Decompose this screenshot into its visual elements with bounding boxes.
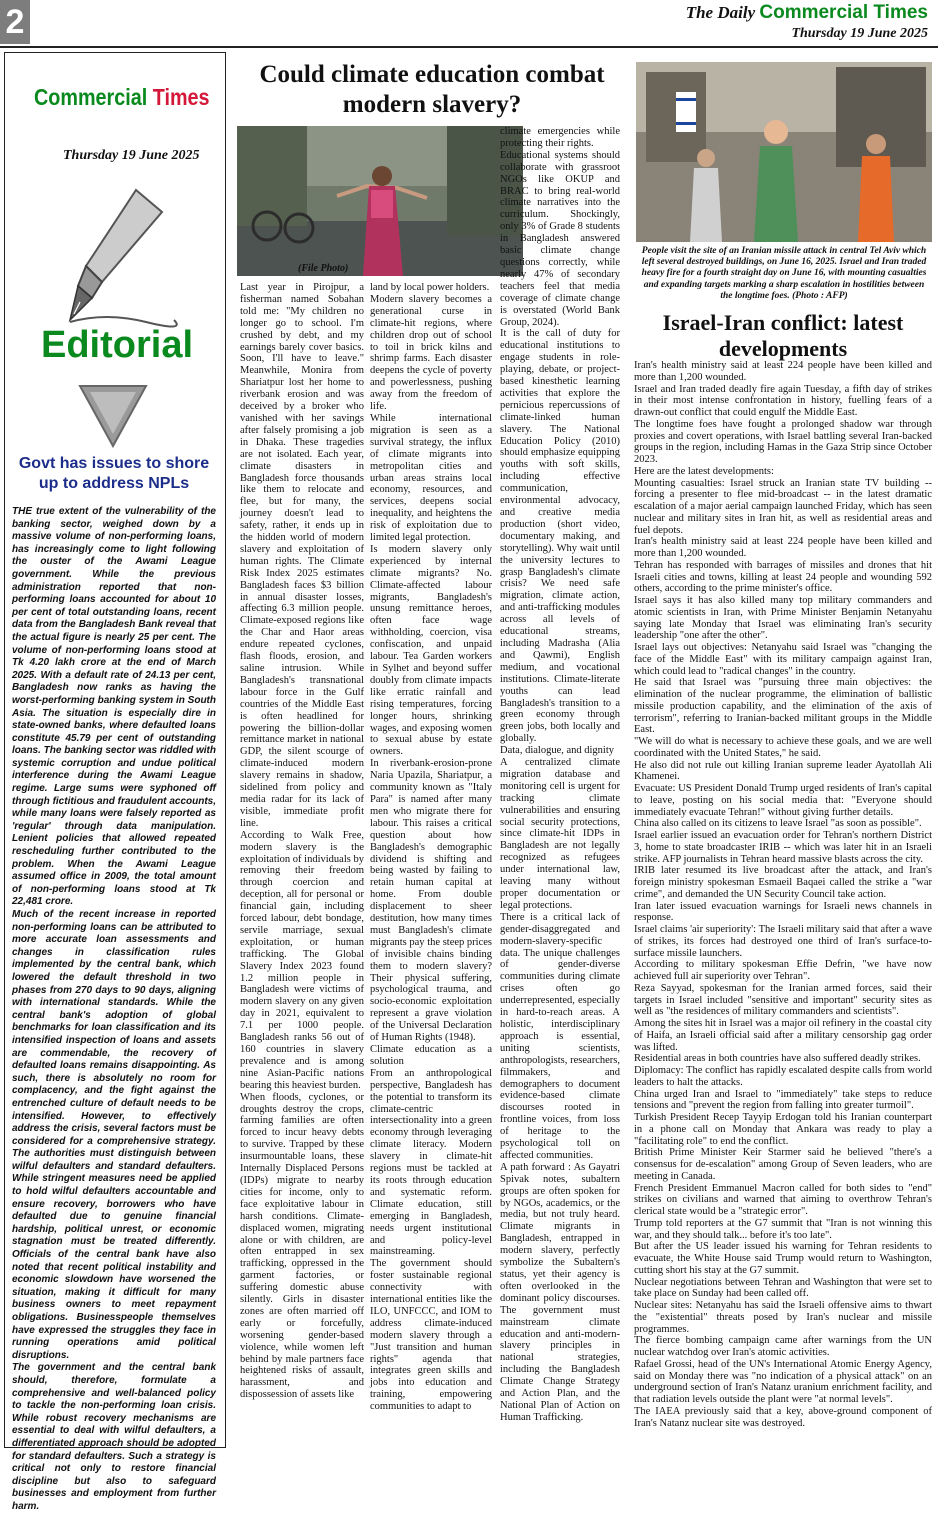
israel-paragraph: Iran's health ministry said at least 224 people have been killed and more than 1,200 wounded. xyxy=(634,360,932,383)
israel-paragraph: The IAEA previously said that a key, above-ground component of Iran's Natanz nuclear site was destroyed. xyxy=(634,1405,932,1429)
israel-paragraph: Mounting casualties: Israel struck an Iranian state TV building -- forcing a presenter to flee mid-broadcast -- in the latest dramatic escalation of a major aerial campaign launched Friday, which has seen nuclear and military sites in Iran hit, as well as residential areas and fuel depots. xyxy=(634,477,932,536)
israel-paragraph: Israel and Iran traded deadly fire again Tuesday, a fifth day of strikes in their most intense confrontation in history, fuelling fears of a drawn-out conflict that could engulf the Middle East. xyxy=(634,383,932,418)
masthead-name: Commercial Times xyxy=(759,2,928,23)
israel-paragraph: British Prime Minister Keir Starmer said he believed "there's a consensus for de-escalation" among Group of Seven leaders, who are meeting in Canada. xyxy=(634,1147,932,1182)
climate-paragraph: climate emergencies while protecting their rights. xyxy=(500,126,620,149)
climate-paragraph: A centralized climate migration database and monitoring cell is urgent for tracking climate vulnerabilities and ensuring social security protections, since climate-hit IDPs in Bangladesh are not legally recognized as refugees under international law, leaving many without proper documentation or legal protections. xyxy=(500,757,620,911)
israel-paragraph: He said that Israel was "pursuing three main objectives: the elimination of the nuclear programme, the elimination of ballistic missile production capability, and the elimination of the axis of terrorism", referring to Iranian-backed militant groups in the Middle East. xyxy=(634,677,932,736)
israel-paragraph: He also did not rule out killing Iranian supreme leader Ayatollah Ali Khamenei. xyxy=(634,759,932,783)
climate-paragraph: There is a critical lack of gender-disaggregated and modern-slavery-specific data. The unique challenges of gender-diverse communities during climate crises often go underrepresented, especially in hard-to-reach areas. A holistic, interdisciplinary approach is essential, uniting scientists, anthropologists, researchers, filmmakers, and demographers to document evidence-based climate discourses rooted in frontline voices, from loss of heritage to the psychological toll on affected communities. xyxy=(500,911,620,1161)
masthead-prefix: The Daily xyxy=(685,3,756,22)
climate-paragraph: While international migration is seen as a survival strategy, the influx of climate migrants into metropolitan cities and urban areas strains local economy, resources, and services, deepens social inequality, and heightens the risk of exploitation due to limited legal protection. xyxy=(370,412,492,544)
climate-paragraph: A path forward : As Gayatri Spivak notes, subaltern groups are often spoken for by NGOs, academics, or the media, but not truly heard. Climate migrants in Bangladesh, entrapped in modern slavery, perfectly symbolize the Subaltern's status, yet their agency is often overlooked in the dominant policy discourses. The government must mainstream climate education and anti-modern-slavery principles in national strategies, including the Bangladesh Climate Change Strategy and Action Plan, and the National Plan of Action on Human Trafficking. xyxy=(500,1161,620,1423)
down-arrow-icon xyxy=(78,384,148,448)
climate-paragraph: When floods, cyclones, or droughts destroy the crops, farming families are often forced to incur heavy debts to survive. Trapped by these insurmountable loans, these Internally Displaced Persons (IDPs) migrate to nearby cities for income, only to face exploitative labour in harsh conditions. Climate-displaced women, migrating alone or with children, are often entrapped in sex trafficking, oppressed in the garment factories, or suffering domestic abuse silently. Girls in disaster zones are often married off early or forcefully, worsening gender-based violence, while women left behind by male partners face heightened risks of assault, harassment, and dispossession of assets like xyxy=(240,1091,364,1401)
israel-paragraph: Israel says it has also killed many top military commanders and atomic scientists in Iran, with Prime Minister Benjamin Netanyahu saying late Monday that Israel was eliminating Iran's security leadership "one after the other". xyxy=(634,595,932,642)
israel-article-title: Israel-Iran conflict: latest developments xyxy=(662,310,904,361)
climate-paragraph: According to Walk Free, modern slavery is the exploitation of individuals by removing their freedom through coercion and deception, all for personal or financial gain, including forced labour, debt bondage, servile marriage, sexual exploitation, or human trafficking. The Global Slavery Index 2023 found 1.2 million people in Bangladesh were victims of modern slavery on any given day in 2021, equivalent to 7.1 per 1000 people. Bangladesh ranks 56 out of 160 countries in slavery prevalence and is among nine Asian-Pacific nations bearing this heaviest burden. xyxy=(240,829,364,1091)
israel-paragraph: Reza Sayyad, spokesman for the Iranian armed forces, said their targets in Israel included "sensitive and important" security sites as well as "the residences of military commanders and scientists". xyxy=(634,982,932,1018)
climate-paragraph: It is the call of duty for educational institutions to engage students in role-playing, debate, or project-based kinesthetic learning activities that explore the pernicious repercussions of climate-linked human slavery. The National Education Policy (2010) should emphasize equipping youths with soft skills, including effective communication, environmental advocacy, and creative media production (short video, documentary making, and storytelling). Why wait until the university lectures to grasp Bangladesh's climate crisis? We need safe migration, climate action, and anti-trafficking modules across all levels of educational streams, including Madrasha (Alia and Qawmi), English medium, and vocational institutions. Climate-literate youths can lead Bangladesh's transition to a green economy through green jobs, both locally and globally. xyxy=(500,328,620,745)
climate-paragraph: In riverbank-erosion-prone Naria Upazila, Shariatpur, a community known as "Italy Para" is named after many men who migrate there for labour. This raises a critical question about how Bangladesh's demographic dividend is shifting and being wasted by failing to retain human capital at home. From double displacement to sheer destitution, how many times must Bangladesh's climate migrants pay the steep prices of invisible chains binding them to modern slavery? Their physical suffering, psychological trauma, and socio-economic exploitation represent a grave violation of the Universal Declaration of Human Rights (1948). xyxy=(370,758,492,1044)
israel-paragraph: Israel earlier issued an evacuation order for Tehran's northern District 3, home to state broadcaster IRIB -- which was later hit in an Israeli strike. AFP journalists in Tehran heard massive blasts across the city. xyxy=(634,830,932,865)
israel-paragraph: IRIB later resumed its live broadcast after the attack, and Iran's foreign ministry spokesman Esmaeil Baqaei called the strike a "war crime", and demanded the UN Security Council take action. xyxy=(634,865,932,900)
climate-column-1 xyxy=(240,282,364,1442)
editorial-headline: Govt has issues to shore up to address NPLs xyxy=(18,455,210,492)
israel-paragraph: Among the sites hit in Israel was a major oil refinery in the coastal city of Haifa, an Israeli official said after a military censorship gag order was lifted. xyxy=(634,1018,932,1053)
climate-paragraph: Educational systems should collaborate with grassroot NGOs like OKUP and BRAC to bring real-world climate narratives into the curriculum. Shockingly, only 3% of Grade 8 students in Bangladesh answered basic climate change questions correctly, while nearly 47% of secondary teachers feel that media coverage of climate change is overstated (World Bank Group, 2024). xyxy=(500,149,620,328)
climate-paragraph: Last year in Pirojpur, a fisherman named Sobahan told me: "My children no longer go to school. I'm crushed by debt, and my earnings barely cover basics. Soon, I'll have to leave." Meanwhile, Monira from Shariatpur lost her home to riverbank erosion and was deceived by a broker who vanished with her savings after falsely promising a job in Dhaka. These tragedies are not isolated. Each year, climate disasters in Bangladesh force thousands like them to relocate and flee, but for many, the journey doesn't lead to safety, rather, it ends up in the hidden world of modern slavery and exploitation of human rights. The Climate Risk Index 2025 estimates Bangladesh faces $3 billion in annual disaster losses, affecting 6.3 million people. Climate-exposed regions like the Char and Haor areas endure repeated cyclones, flash floods, erosion, and saline intrusion. While Bangladesh's transnational labour force in the Gulf countries of the Middle East is often headlined for powering the billion-dollar remittance market in national GDP, the silent scourge of climate-induced modern slavery remains in shadow, sidelined from policy and media radar for its lack of visible, immediate profit line. xyxy=(240,282,364,829)
top-rule xyxy=(0,46,938,48)
climate-paragraph: The government should foster sustainable regional connectivity with international entities like the ILO, UNFCCC, and IOM to address climate-induced modern slavery through a "Just transition and human rights" agenda that integrates green skills and jobs into education and training, empowering communities to adapt to xyxy=(370,1258,492,1413)
israel-paragraph: Nuclear sites: Netanyahu has said the Israeli offensive aims to thwart the "existential" threats posed by Iran's nuclear and missile programmes. xyxy=(634,1300,932,1335)
climate-paragraph: Modern slavery becomes a generational curse in climate-hit regions, where children drop out of school to toil in brick kilns and shrimp farms. Each disaster deepens the cycle of poverty and powerlessness, pushing away from the freedom of life. xyxy=(370,293,492,413)
editorial-body xyxy=(12,506,216,1512)
climate-column-2 xyxy=(370,282,492,1442)
masthead xyxy=(686,2,928,42)
israel-paragraph: Israel lays out objectives: Netanyahu said Israel was "changing the face of the Middle East" with its military campaign against Iran, which could lead to "radical changes" in the country. xyxy=(634,642,932,677)
editorial-logo xyxy=(34,84,210,111)
israel-paragraph: Trump told reporters at the G7 summit that "Iran is not winning this war, and they should talk... before it's too late". xyxy=(634,1217,932,1241)
editorial-logo-left: Commercial xyxy=(34,84,148,110)
israel-paragraph: According to military spokesman Effie Defrin, "we have now achieved full air superiority over Tehran". xyxy=(634,959,932,982)
climate-paragraph: Is modern slavery only experienced by internal climate migrants? No. Climate-affected labour migrants, Bangladesh's unsung remittance heroes, often face wage withholding, coercion, visa confiscation, and unpaid labour. Tea Garden workers in Sylhet and beyond suffer doubly from climate impacts like erratic rainfall and rising temperatures, forcing longer hours, shrinking wages, and exposing women to sexual abuse by estate owners. xyxy=(370,543,492,758)
israel-paragraph: But after the US leader issued his warning for Tehran residents to evacuate, the White House said Trump would return to Washington, cutting short his stay at the G7 summit. xyxy=(634,1241,932,1276)
fountain-pen-icon xyxy=(66,186,178,326)
israel-paragraph: Israel claims 'air superiority': The Israeli military said that after a wave of strikes, its forces had destroyed one third of Iran's surface-to-surface missile launchers. xyxy=(634,924,932,959)
israel-photo-caption: People visit the site of an Iranian missile attack in central Tel Aviv which left several destroyed buildings, on June 16, 2025. Israel and Iran traded heavy fire for a fourth straight day on June 16, with mounting casualties and expanding targets marking a sharp escalation in hostilities between the longtime foes. (Photo : AFP) xyxy=(641,246,927,301)
editorial-paragraph: Much of the recent increase in reported non-performing loans can be attributed to more accurate loan assessments and changes in classification rules implemented by the central bank, which lowered the default threshold in two phases from 270 days to 90 days, aligning with international standards. While the central bank's adoption of global benchmarks for loan classification and its intensified inspection of loans and assets are commendable, the recovery of defaulted loans remains disappointing. As such, there is absolutely no room for complacency, and the fight against the entrenched culture of default needs to be intensified. However, to effectively address the crisis, several factors must be considered for a comprehensive strategy. The authorities must distinguish between wilful defaulters and standard defaulters. While stringent measures need be applied to hold wilful defaulters accountable and ensure recovery, borrowers who have defaulted due to genuine financial hardship, political unrest, or economic stagnation must be treated differently. Officials of the central bank have also noted that recent political instability and economic slowdown have worsened the situation, making it difficult for many business owners to meet repayment obligations. Businesspeople themselves have expressed the struggles they face in running operations amid political disruptions. xyxy=(12,909,216,1361)
israel-paragraph: The longtime foes have fought a prolonged shadow war through proxies and covert operations, with Israel battling several Iran-backed groups in the region, including Hamas in the Gaza Strip since October 2023. xyxy=(634,418,932,465)
israel-paragraph: Tehran has responded with barrages of missiles and drones that hit Israeli cities and towns, killing at least 24 people and wounding 592 others, according to the prime minister's office. xyxy=(634,559,932,595)
climate-paragraph: land by local power holders. xyxy=(370,282,490,293)
israel-paragraph: Diplomacy: The conflict has rapidly escalated despite calls from world leaders to halt the attacks. xyxy=(634,1065,932,1088)
climate-subheading: Data, dialogue, and dignity xyxy=(500,745,615,757)
israel-paragraph: The fierce bombing campaign came after warnings from the UN nuclear watchdog over Iran's atomic activities. xyxy=(634,1335,932,1358)
israel-photo xyxy=(636,62,932,242)
israel-paragraph: China also called on its citizens to leave Israel "as soon as possible". xyxy=(634,818,922,830)
israel-paragraph: Nuclear negotiations between Tehran and Washington that were set to take place on Sunday had been called off. xyxy=(634,1276,932,1300)
editorial-paragraph: The government and the central bank should, therefore, formulate a comprehensive and well-balanced policy to tackle the non-performing loan crisis. While robust recovery mechanisms are essential to deal with wilful defaulters, a differentiated approach should be adopted for standard defaulters. Such a strategy is critical not only to restore financial discipline but also to safeguard businesses and employment from further harm. xyxy=(12,1362,216,1512)
climate-column-3 xyxy=(500,126,620,1442)
israel-paragraph: Here are the latest developments: xyxy=(634,465,774,477)
editorial-logo-right: Times xyxy=(152,84,210,110)
climate-article-title: Could climate education combat modern slavery? xyxy=(259,61,605,118)
climate-subheading: Climate education as a solution xyxy=(370,1044,492,1067)
climate-paragraph: From an anthropological perspective, Bangladesh has the potential to transform its climate-centric intersectionality into a green economy through leveraging climate literacy. Modern slavery in climate-hit regions must be tackled at its roots through education and systematic reform. Climate education, still emerging in Bangladesh, needs urgent institutional and policy-level mainstreaming. xyxy=(370,1067,492,1258)
israel-paragraph: French President Emmanuel Macron called for both sides to "end" strikes on civilians and warned that aiming to overthrow Tehran's clerical state would be a "strategic error". xyxy=(634,1182,932,1217)
israel-article-body xyxy=(634,360,932,1450)
editorial-section-title: Editorial xyxy=(41,324,194,366)
israel-paragraph: Iran's health ministry said at least 224 people have been killed and more than 1,200 wounded. xyxy=(634,536,932,559)
israel-paragraph: Evacuate: US President Donald Trump urged residents of Iran's capital to leave, posting on his social media that: "Everyone should immediately evacuate Tehran!" without giving further details. xyxy=(634,783,932,818)
editorial-date: Thursday 19 June 2025 xyxy=(63,148,200,163)
israel-paragraph: Turkish President Recep Tayyip Erdogan told his Iranian counterpart in a phone call on Monday that Ankara was ready to play a "facilitating role" to end the conflict. xyxy=(634,1112,932,1147)
israel-paragraph: Residential areas in both countries have also suffered deadly strikes. xyxy=(634,1053,921,1065)
israel-paragraph: Iran later issued evacuation warnings for Israeli news channels in response. xyxy=(634,900,932,924)
page-number: 2 xyxy=(0,0,30,44)
masthead-brand xyxy=(686,2,928,24)
photo-credit: (File Photo) xyxy=(298,263,349,274)
israel-paragraph: China urged Iran and Israel to "immediately" take steps to reduce tensions and "prevent the region from falling into greater turmoil". xyxy=(634,1088,932,1112)
israel-paragraph: "We will do what is necessary to achieve these goals, and we are well coordinated with the United States," he said. xyxy=(634,736,932,759)
editorial-paragraph: THE true extent of the vulnerability of the banking sector, weighed down by a massive volume of non-performing loans, has increasingly come to light following the ouster of the Awami League government. While the previous administration reported that non-performing loans accounted for about 10 per cent of total outstanding loans, recent data from the Bangladesh Bank reveal that the actual figure is nearly 25 per cent. The volume of non-performing loans stood at Tk 4.20 lakh crore at the end of March 2025. With a default rate of 24.13 per cent, Bangladesh now ranks as having the worst-performing banking system in South Asia. The situation is especially dire in state-owned banks, where defaulted loans constitute 45.79 per cent of outstanding loans. The banking sector was riddled with systemic corruption and undue political interference during the Awami League regime. Large sums were syphoned off through fictitious and fraudulent accounts, while many loans were falsely reported as 'regular' through data manipulation. Lenient policies that allowed repeated rescheduling further contributed to the problem. When the Awami League assumed office in 2009, the total amount of non-performing loans stood at Tk 22,481 crore. xyxy=(12,506,216,908)
climate-photo xyxy=(237,126,523,276)
israel-paragraph: Rafael Grossi, head of the UN's International Atomic Energy Agency, said on Monday there was "no indication of a physical attack" on an underground section of Iran's Natanz uranium enrichment facility, and that radiation levels outside the plant were "at normal levels". xyxy=(634,1358,932,1405)
masthead-date: Thursday 19 June 2025 xyxy=(791,26,928,41)
